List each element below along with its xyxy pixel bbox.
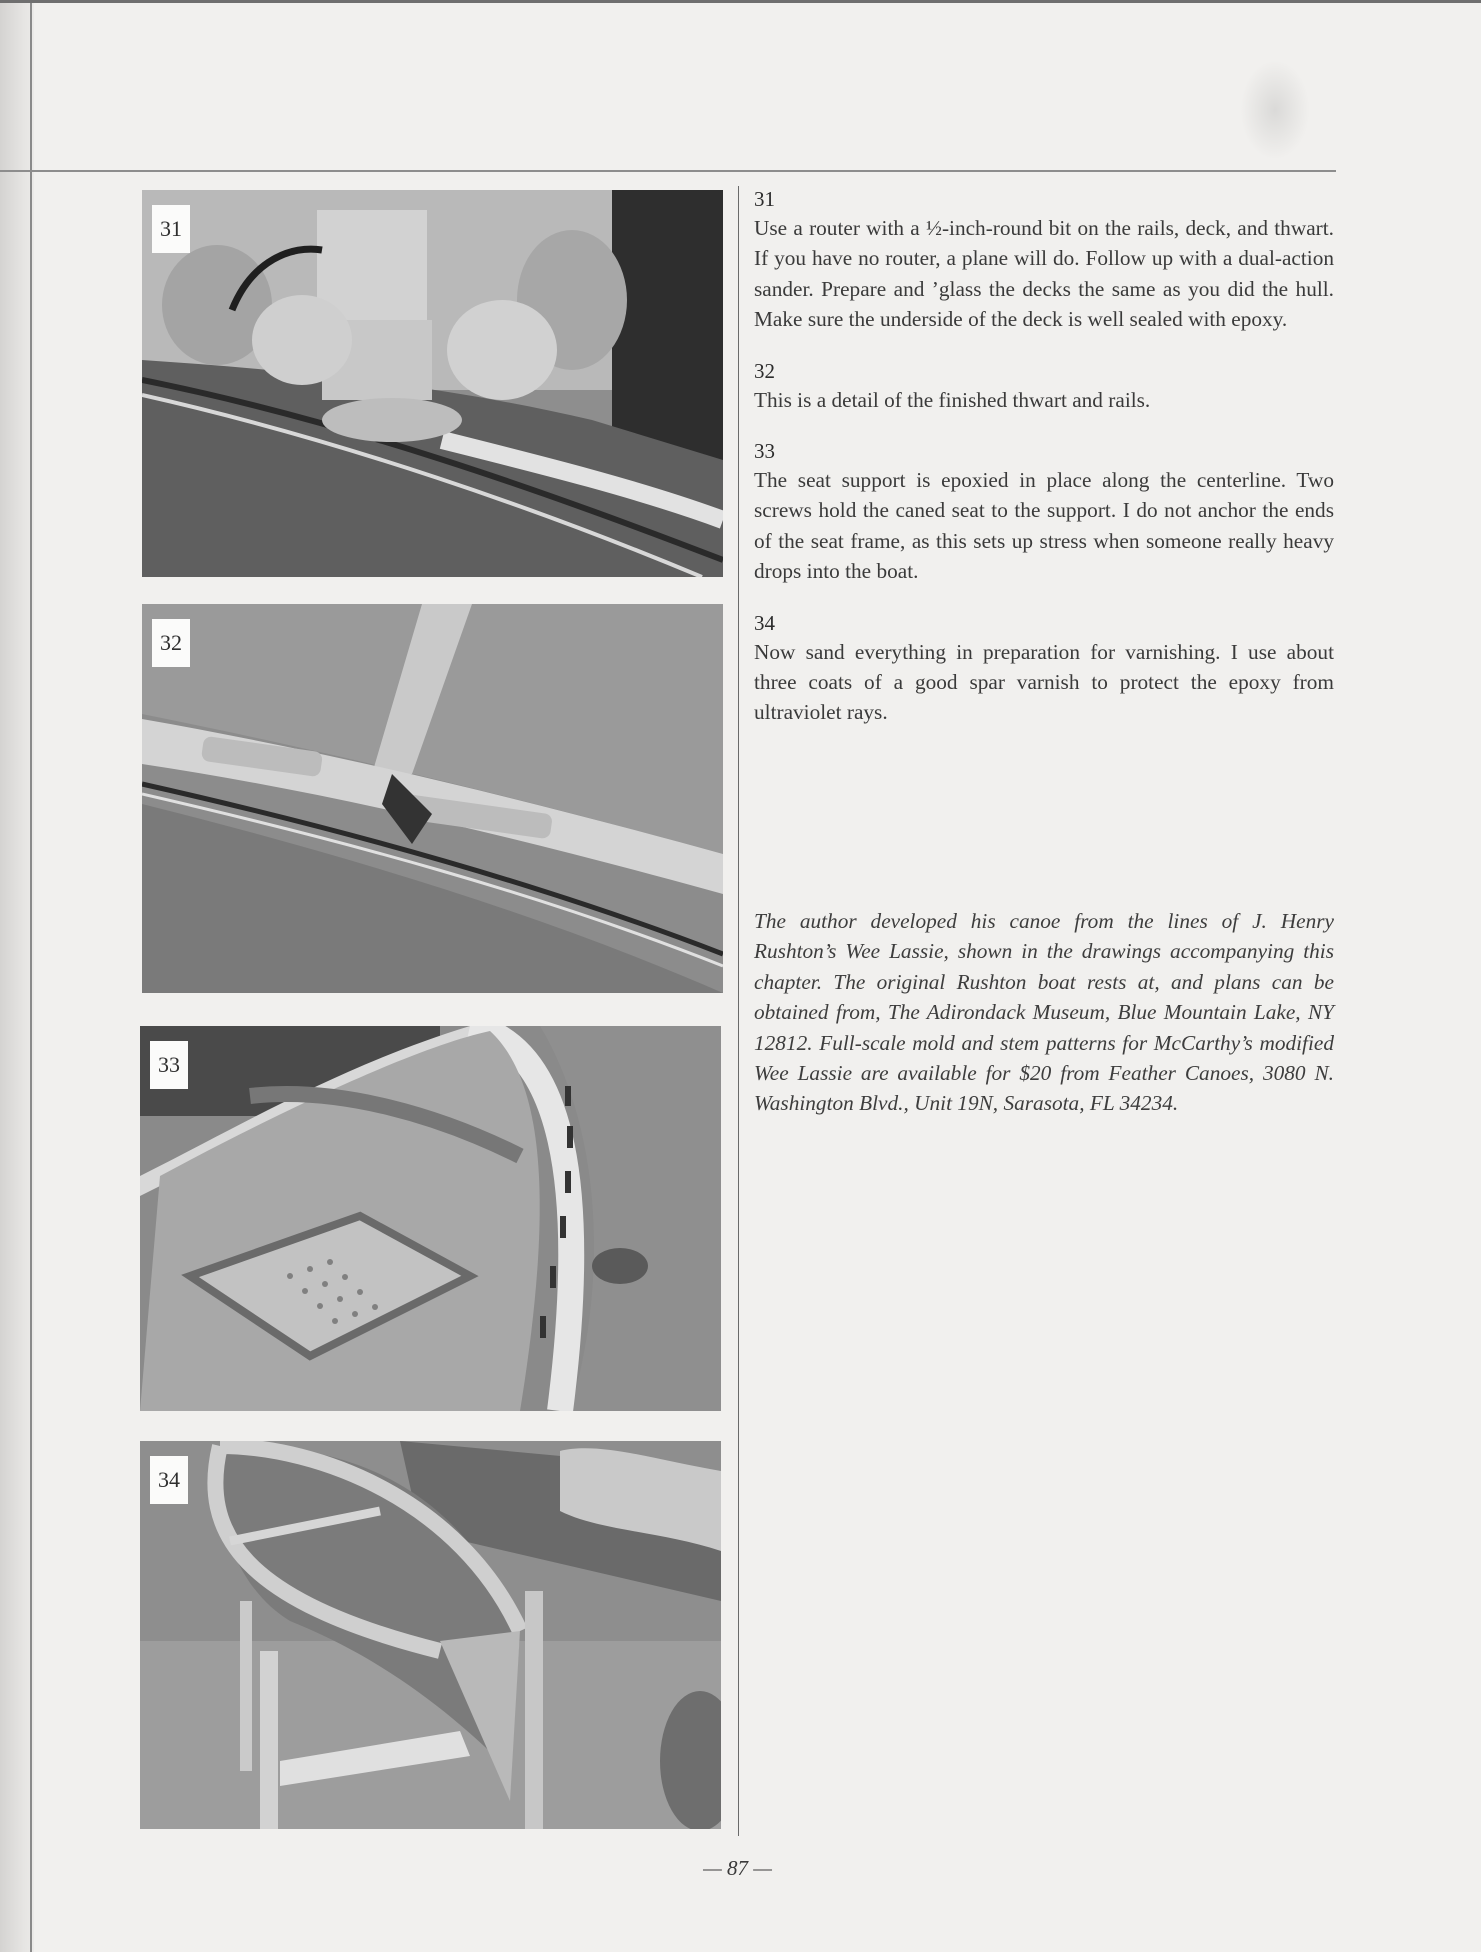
- step-text: The seat support is epoxied in place along the centerline. Two screws hold the caned seat to the support. I do not anchor the ends of the seat frame, as this sets up stress when someone really heavy drops into the boat.: [754, 468, 1334, 584]
- page-top-edge: [0, 0, 1481, 3]
- step-33: [754, 438, 1334, 587]
- page-number-text: — 87 —: [703, 1856, 772, 1880]
- photo-number-badge: 31: [152, 205, 190, 253]
- step-32: [754, 358, 1334, 415]
- book-spine-shadow: [0, 0, 34, 1952]
- page-number: [0, 1856, 1481, 1881]
- column-divider: [738, 186, 739, 1836]
- show-through-blot: [1240, 60, 1310, 160]
- step-number: 31: [754, 187, 775, 211]
- step-number: 33: [754, 439, 775, 464]
- photo-34-canoe-bow: [140, 1441, 721, 1829]
- photo-31-router: [142, 190, 723, 577]
- photo-33-caned-seat: [140, 1026, 721, 1411]
- author-note: The author developed his canoe from the lines of J. Henry Rushton’s Wee Lassie, shown in the drawings accompanying this chapter. The original Rushton boat rests at, and plans can be obtained from, The Adirondack Museum, Blue Mountain Lake, NY 12812. Full-scale mold and stem patterns for McCarthy’s modified Wee Lassie are available for $20 from Feather Canoes, 3080 N. Washington Blvd., Unit 19N, Sarasota, FL 34234.: [754, 909, 1334, 1116]
- step-text: Now sand everything in preparation for varnishing. I use about three coats of a good spar varnish to protect the epoxy from ultraviolet rays.: [754, 639, 1334, 725]
- step-34: [754, 610, 1334, 728]
- instructions-column: [754, 186, 1334, 751]
- header-rule: [0, 170, 1336, 172]
- step-31: [754, 186, 1334, 335]
- step-number: 34: [754, 610, 775, 635]
- step-text: This is a detail of the finished thwart and rails.: [754, 387, 1151, 412]
- step-text: Use a router with a ½-inch-round bit on the rails, deck, and thwart. If you have no router, a plane will do. Follow up with a dual-action sander. Prepare and ’glass the decks the same as you did the hull. Make sure the underside of the deck is well sealed with epoxy.: [754, 216, 1334, 332]
- photo-number-badge: 33: [150, 1041, 188, 1089]
- canoe-bow-photo-illustration: [140, 1441, 721, 1829]
- thwart-photo-illustration: [142, 604, 723, 993]
- photo-number-badge: 34: [150, 1456, 188, 1504]
- photo-32-thwart-detail: [142, 604, 723, 993]
- seat-photo-illustration: [140, 1026, 721, 1411]
- book-spine-line: [30, 0, 32, 1952]
- step-number: 32: [754, 358, 775, 383]
- router-photo-illustration: [142, 190, 723, 577]
- photo-number-badge: 32: [152, 619, 190, 667]
